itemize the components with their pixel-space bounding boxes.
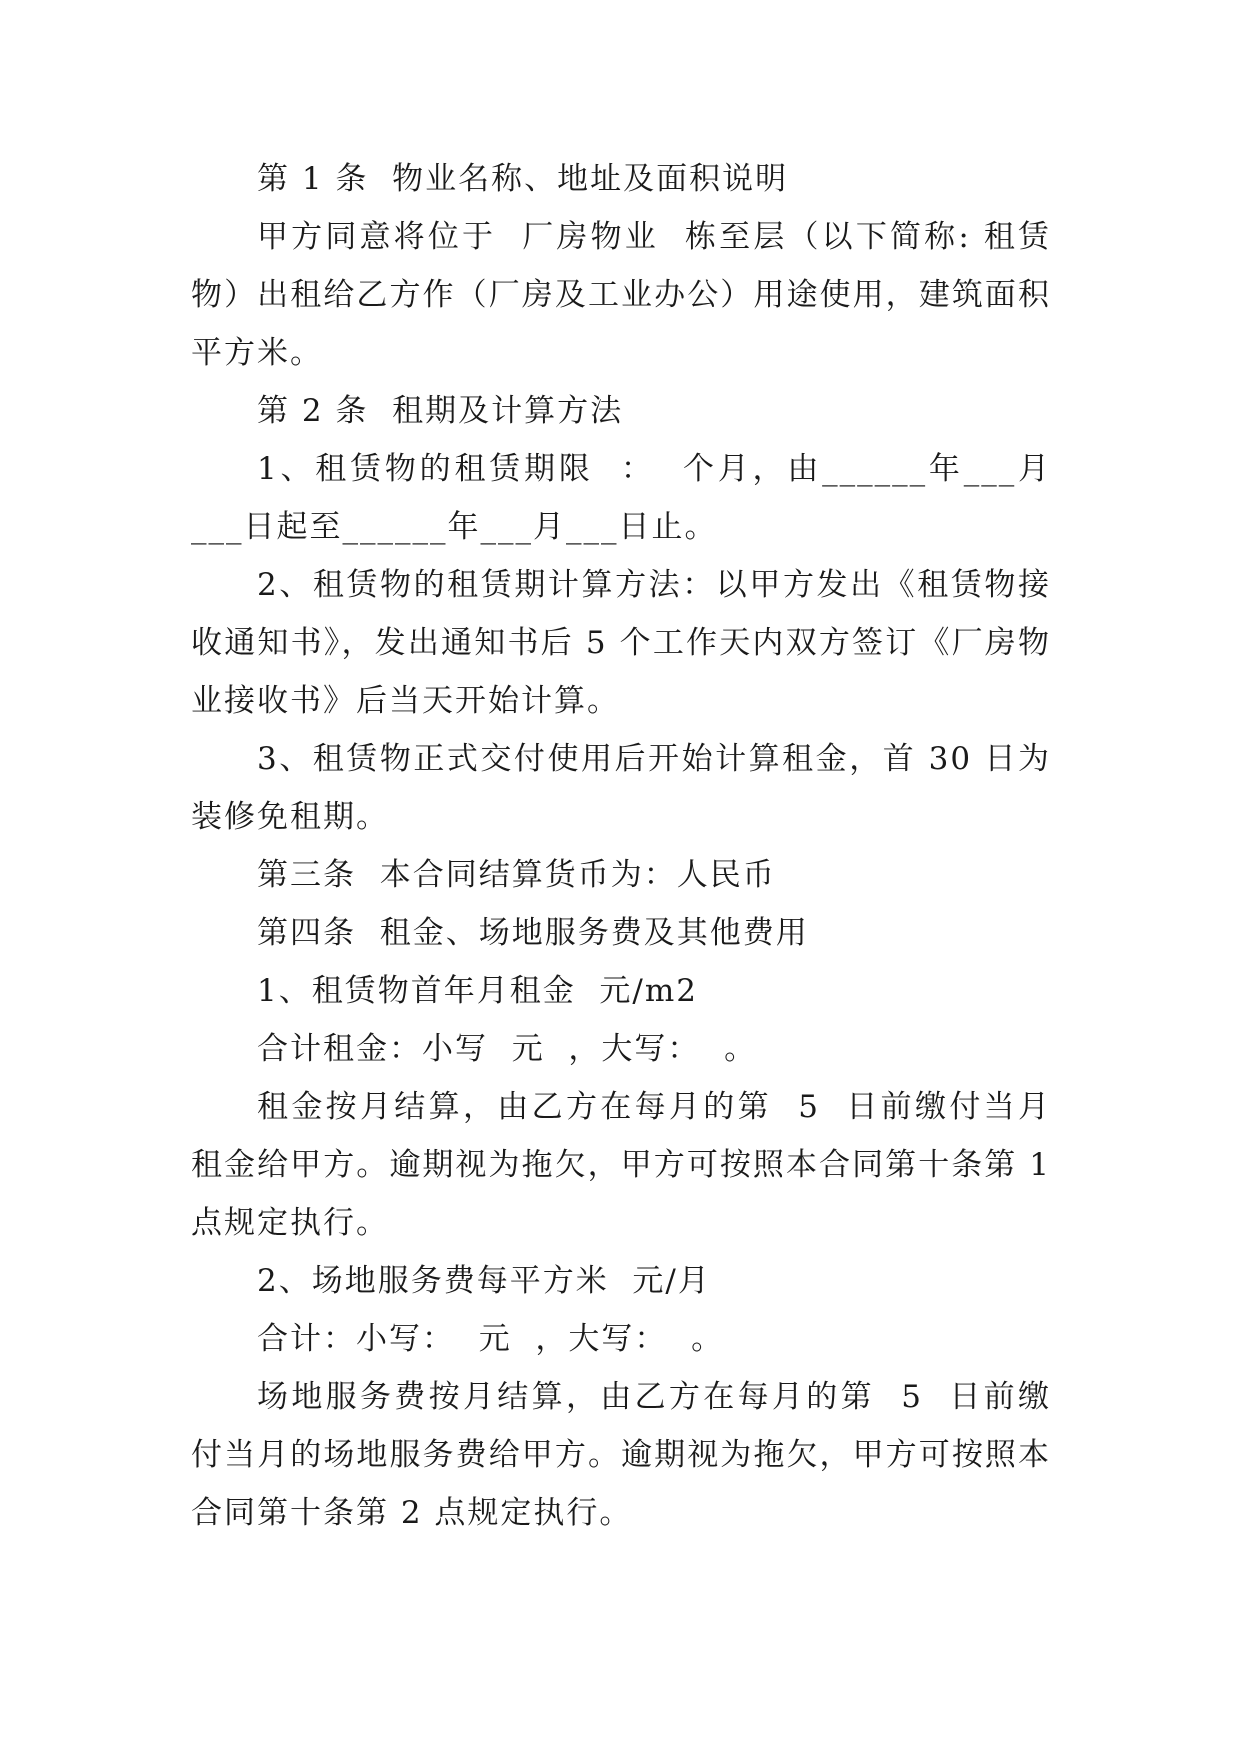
clause-2-heading: 第 2 条 租期及计算方法	[257, 393, 624, 429]
clause-4-rent-total: 合计租金：小写 元 ，大写： 。	[257, 1031, 758, 1067]
clause-2-item-1: 1、租赁物的租赁期限 ： 个月，由______年___月___日起至______年___月___日止。	[191, 451, 1051, 545]
clause-4-heading: 第四条 租金、场地服务费及其他费用	[257, 915, 809, 951]
clause-1-text: 甲方同意将位于 厂房物业 栋至层（以下简称: 租赁物）出租给乙方作（厂房及工业办公）用途使用，建筑面积 平方米。	[191, 219, 1075, 371]
clause-3-heading: 第三条 本合同结算货币为：人民币	[257, 857, 776, 893]
clause-4-service-settlement: 场地服务费按月结算，由乙方在每月的第 5 日前缴付当月的场地服务费给甲方。逾期视为拖欠，甲方可按照本合同第十条第 2 点规定执行。	[191, 1379, 1051, 1531]
clause-4-rent-settlement: 租金按月结算，由乙方在每月的第 5 日前缴付当月租金给甲方。逾期视为拖欠，甲方可按照本合同第十条第 1 点规定执行。	[191, 1089, 1063, 1241]
clause-2-item-2: 2、租赁物的租赁期计算方法：以甲方发出《租赁物接收通知书》，发出通知书后 5 个工作天内双方签订《厂房物业接收书》后当天开始计算。	[191, 567, 1051, 719]
clause-2-item-3: 3、租赁物正式交付使用后开始计算租金，首 30 日为装修免租期。	[191, 741, 1051, 835]
clause-4-item-1: 1、租赁物首年月租金 元/m2	[257, 973, 698, 1009]
clause-4-item-2: 2、场地服务费每平方米 元/月	[257, 1263, 711, 1299]
clause-4-service-total: 合计：小写： 元 ，大写： 。	[257, 1321, 725, 1357]
clause-1-heading: 第 1 条 物业名称、地址及面积说明	[257, 161, 789, 197]
document-body	[191, 150, 1075, 1542]
